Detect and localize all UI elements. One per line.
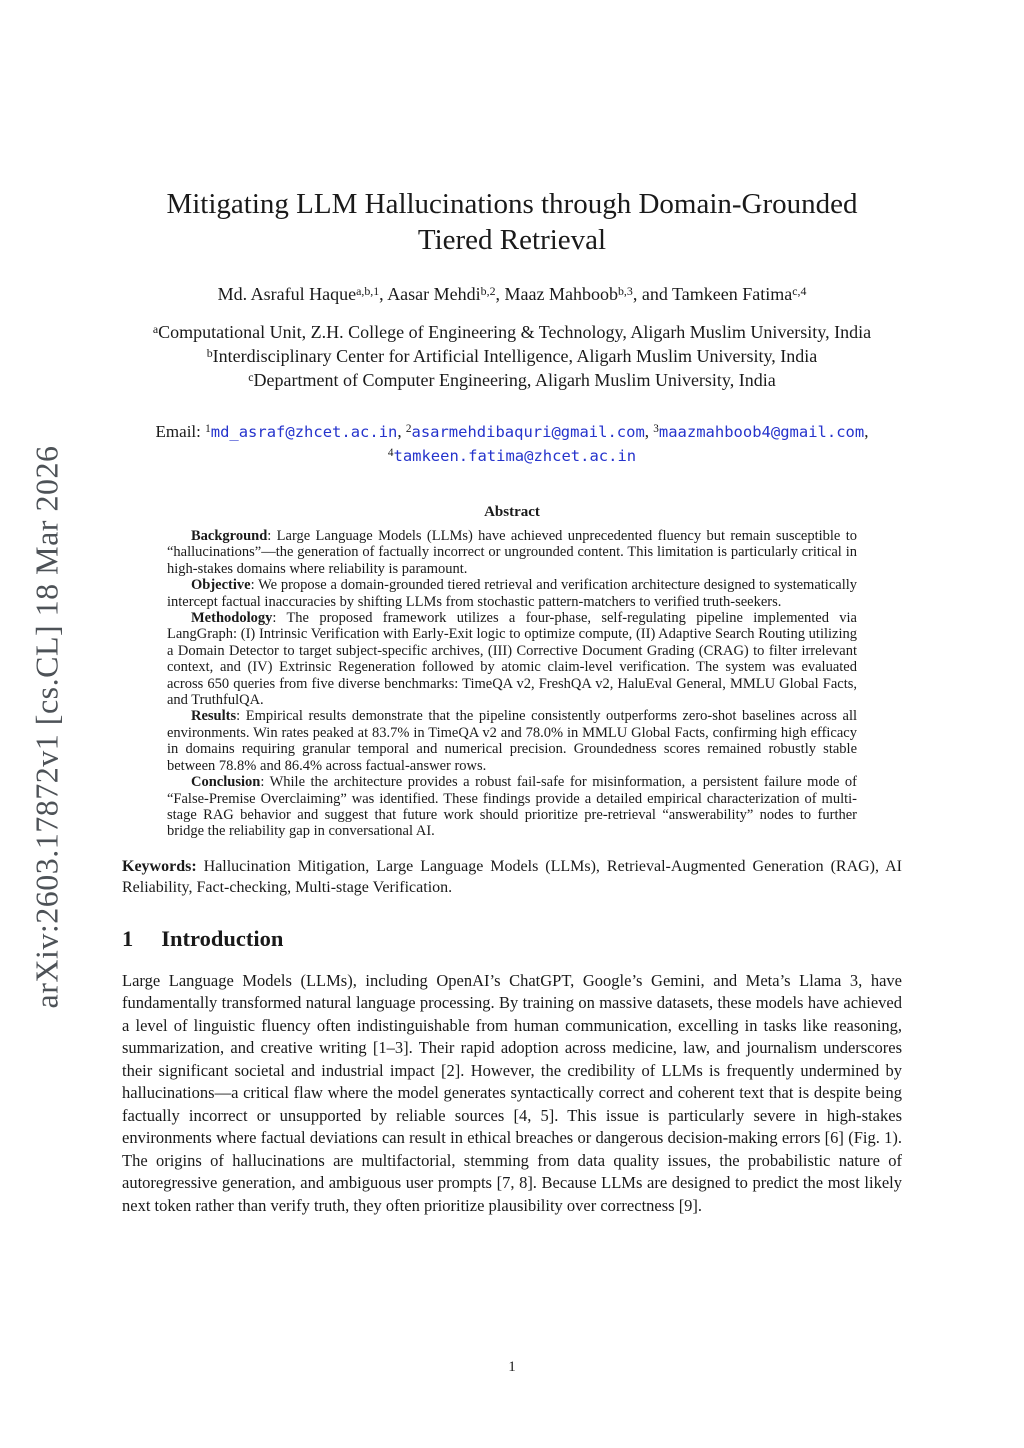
abstract-lead: Methodology: [191, 610, 273, 627]
abstract-text: : We propose a domain-grounded tiered retrieval and verification architecture designed to systematically intercept factual inaccuracies by shifting LLMs from stochastic pattern-matchers to verified truth-seekers.: [167, 577, 857, 610]
author-name: Tamkeen Fatima: [672, 284, 793, 304]
abstract-paragraph-objective: [167, 577, 857, 610]
paper-content: [122, 0, 902, 1217]
author-affil-marks: b,3: [617, 283, 633, 298]
keywords-text: Hallucination Mitigation, Large Language Models (LLMs), Retrieval-Augmented Generation (RAG), AI Reliability, Fact-checking, Multi-stage Verification.: [122, 857, 902, 896]
keywords-label: Keywords:: [122, 857, 197, 875]
affiliation-text: Computational Unit, Z.H. College of Engineering & Technology, Aligarh Muslim University, India: [158, 322, 872, 342]
intro-paragraph: Large Language Models (LLMs), including OpenAI’s ChatGPT, Google’s Gemini, and Meta’s Llama 3, have fundamentally transformed natural language processing. By training on massive datasets, these models have achieved a level of linguistic fluency often indistinguishable from human communication, excelling in tasks like reasoning, summarization, and creative writing [1–3]. Their rapid adoption across medicine, law, and journalism underscores their significant societal and industrial impact [2]. However, the credibility of LLMs is frequently undermined by hallucinations—a critical flaw where the model generates syntactically correct and coherent text that is despite being factually incorrect or unsupported by reliable sources [4, 5]. This issue is particularly severe in high-stakes environments where factual deviations can result in ethical breaches or dangerous decision-making errors [6] (Fig. 1). The origins of hallucinations are multifactorial, stemming from data quality issues, the probabilistic nature of autoregressive generation, and ambiguous user prompts [7, 8]. Because LLMs are designed to predict the most likely next token rather than verify truth, they often prioritize plausibility over correctness [9].: [122, 970, 902, 1215]
email-mark: 4: [387, 446, 394, 459]
affiliation-mark: a: [152, 321, 159, 336]
abstract-text: : While the architecture provides a robust fail-safe for misinformation, a persistent failure mode of “False-Premise Overclaiming” was identified. These findings provide a detailed empirical characterization of multi-stage RAG behavior and suggest that future work should prioritize pre-retrieval “answerability” nodes to further bridge the reliability gap in conversational AI.: [167, 774, 857, 840]
paper-title: Mitigating LLM Hallucinations through Domain-Grounded Tiered Retrieval: [166, 188, 858, 256]
affiliation-a: [122, 320, 902, 344]
abstract-paragraph-results: [167, 708, 857, 774]
email-link[interactable]: asarmehdibaquri@gmail.com: [411, 423, 645, 441]
author-affil-marks: b,2: [480, 283, 496, 298]
email-mark: 1: [205, 422, 211, 435]
abstract-text: : Empirical results demonstrate that the pipeline consistently outperforms zero-shot baselines across all environments. Win rates peaked at 83.7% in TimeQA v2 and 78.0% in MMLU Global Facts, confirming high efficacy in domains requiring granular temporal and numerical precision. Groundedness scores remained robustly stable between 78.8% and 86.4% across factual-answer rows.: [167, 708, 857, 774]
abstract-paragraph-methodology: [167, 610, 857, 708]
author-affil-marks: c,4: [792, 283, 807, 298]
affiliation-mark: c: [248, 369, 254, 384]
affiliation-mark: b: [206, 345, 213, 360]
abstract-section: [167, 504, 857, 840]
email-separator: ,: [397, 422, 406, 441]
author-name: Md. Asraful Haque: [217, 284, 357, 304]
email-link[interactable]: md_asraf@zhcet.ac.in: [210, 423, 398, 441]
affiliation-text: Interdisciplinary Center for Artificial Intelligence, Aligarh Muslim University, India: [212, 346, 818, 366]
section-title: Introduction: [161, 925, 284, 951]
author-affil-marks: a,b,1: [356, 283, 380, 298]
email-separator: ,: [864, 422, 869, 441]
email-mark: 3: [653, 422, 659, 435]
author-separator: ,: [379, 284, 388, 304]
affiliation-text: Department of Computer Engineering, Aligarh Muslim University, India: [253, 370, 776, 390]
keywords-line: [122, 856, 902, 898]
email-link[interactable]: tamkeen.fatima@zhcet.ac.in: [393, 447, 637, 465]
abstract-paragraph-conclusion: [167, 774, 857, 840]
abstract-heading: Abstract: [484, 504, 540, 520]
author-name: Aasar Mehdi: [387, 284, 481, 304]
abstract-lead: Background: [191, 528, 268, 544]
email-label: Email:: [155, 422, 206, 441]
author-separator: , and: [632, 284, 672, 304]
author-separator: ,: [495, 284, 505, 304]
abstract-text: : Large Language Models (LLMs) have achieved unprecedented fluency but remain susceptible to “hallucinations”—the generation of factually incorrect or ungrounded content. This limitation is particularly critical in high-stakes domains where reliability is paramount.: [167, 528, 857, 577]
email-mark: 2: [405, 422, 412, 435]
abstract-lead: Objective: [191, 577, 251, 594]
arxiv-stamp: arXiv:2603.17872v1 [cs.CL] 18 Mar 2026: [28, 445, 65, 1009]
affiliations: [122, 320, 902, 392]
abstract-text: : The proposed framework utilizes a four-phase, self-regulating pipeline implemented via LangGraph: (I) Intrinsic Verification with Early-Exit logic to optimize compute, (II) Adaptive Search Routing utilizing a Domain Detector to target subject-specific archives, (III) Corrective Document Grading (CRAG) to filter irrelevant context, and (IV) Extrinsic Regeneration followed by atomic claim-level verification. The system was evaluated across 650 queries from five diverse benchmarks: TimeQA v2, FreshQA v2, HaluEval General, MMLU Global Facts, and TruthfulQA.: [167, 610, 857, 709]
abstract-paragraph-background: [167, 528, 857, 577]
author-line: [122, 282, 902, 306]
affiliation-b: [122, 344, 902, 368]
page-number: 1: [508, 1359, 516, 1375]
abstract-lead: Results: [191, 708, 237, 725]
section-number: 1: [122, 925, 134, 951]
author-name: Maaz Mahboob: [504, 284, 618, 304]
section-heading-introduction: [122, 926, 902, 952]
affiliation-c: [122, 368, 902, 392]
email-separator: ,: [644, 422, 654, 441]
email-link[interactable]: maazmahboob4@gmail.com: [658, 423, 865, 441]
abstract-lead: Conclusion: [191, 774, 261, 791]
email-line: [122, 420, 902, 468]
